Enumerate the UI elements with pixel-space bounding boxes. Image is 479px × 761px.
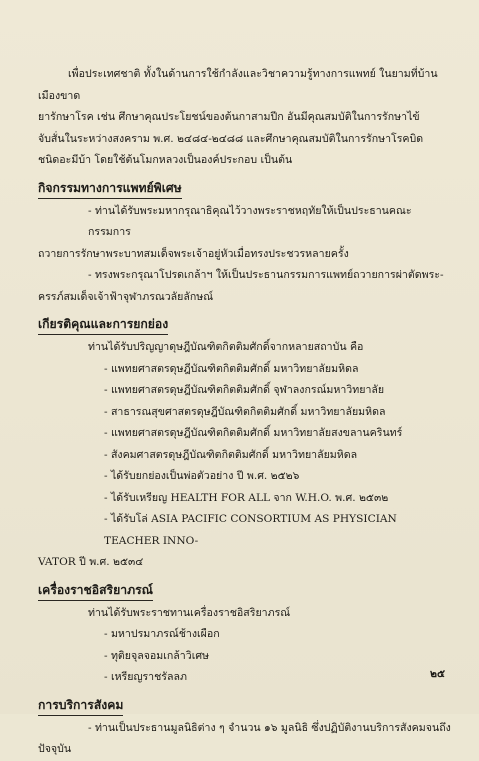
list-item: - แพทยศาสตรดุษฎีบัณฑิตกิตติมศักดิ์ มหาวิทยาลัยสงขลานครินทร์	[104, 427, 403, 439]
section-special-medical-activities	[38, 172, 454, 309]
list-item: - ทรงพระกรุณาโปรดเกล้าฯ ให้เป็นประธานกรรมการแพทย์ถวายการผ่าตัดพระ-	[88, 269, 444, 281]
list-item: - แพทยศาสตรดุษฎีบัณฑิตกิตติมศักดิ์ จุฬาลงกรณ์มหาวิทยาลัย	[104, 384, 385, 396]
list-item: - แพทยศาสตรดุษฎีบัณฑิตกิตติมศักดิ์ มหาวิทยาลัยมหิดล	[104, 362, 359, 375]
section-honors	[38, 308, 454, 574]
list-item-continuation: ปัจจุบัน	[38, 743, 72, 755]
list-item: - มหาปรมาภรณ์ช้างเผือก	[104, 628, 220, 640]
list-item: - ได้รับเหรียญ HEALTH FOR ALL จาก W.H.O. พ.ศ. ๒๕๓๒	[104, 491, 389, 504]
section-royal-decorations	[38, 574, 454, 689]
text-line: จับสั่นในระหว่างสงคราม พ.ศ. ๒๔๘๔-๒๔๘๘ และศึกษาคุณสมบัติในการรักษาโรคบิด	[38, 132, 424, 145]
text-line: เพื่อประเทศชาติ ทั้งในด้านการใช้กำลังและวิชาความรู้ทางการแพทย์ ในยามที่บ้านเมืองขาด	[38, 68, 438, 102]
list-item: - เหรียญราชรัลลภ	[104, 671, 187, 683]
list-item-continuation: VATOR ปี พ.ศ. ๒๕๓๔	[38, 556, 144, 568]
list-item: - ทุติยจุลจอมเกล้าวิเศษ	[104, 649, 210, 662]
section-lead: ท่านได้รับพระราชทานเครื่องราชอิสริยาภรณ์	[88, 606, 291, 619]
intro-paragraph	[38, 64, 454, 172]
page-content	[38, 64, 454, 761]
list-item-continuation: ถวายการรักษาพระบาทสมเด็จพระเจ้าอยู่หัวเมื่อทรงประชวรหลายครั้ง	[38, 247, 349, 260]
list-item: - สังคมศาสตรดุษฎีบัณฑิตกิตติมศักดิ์ มหาวิทยาลัยมหิดล	[104, 448, 358, 461]
text-line: ยารักษาโรค เช่น ศึกษาคุณประโยชน์ของต้นกาสามปีก อันมีคุณสมบัติในการรักษาไข้	[38, 111, 420, 123]
section-heading: เกียรติคุณและการยกย่อง	[38, 314, 168, 335]
section-heading: การบริการสังคม	[38, 695, 123, 716]
list-item: - ได้รับโล่ ASIA PACIFIC CONSORTIUM AS PHYSICIAN TEACHER INNO-	[104, 513, 397, 547]
section-social-service	[38, 689, 454, 761]
list-item: - ท่านได้รับพระมหากรุณาธิคุณไว้วางพระราชหฤทัยให้เป็นประธานคณะกรรมการ	[88, 204, 412, 238]
list-item: - สาธารณสุขศาสตรดุษฎีบัณฑิตกิตติมศักดิ์ มหาวิทยาลัยมหิดล	[104, 405, 386, 418]
page-number: ๒๕	[429, 668, 445, 680]
section-lead: ท่านได้รับปริญญาดุษฎีบัณฑิตกิตติมศักดิ์จากหลายสถาบัน คือ	[88, 341, 364, 353]
section-heading: เครื่องราชอิสริยาภรณ์	[38, 580, 153, 601]
list-item: - ได้รับยกย่องเป็นพ่อตัวอย่าง ปี พ.ศ. ๒๕๒๖	[104, 470, 300, 482]
list-item: - ท่านเป็นประธานมูลนิธิต่าง ๆ จำนวน ๑๖ มูลนิธิ ซึ่งปฏิบัติงานบริการสังคมจนถึง	[88, 721, 451, 734]
text-line: ชนิดอะมีบ้า โดยใช้ต้นโมกหลวงเป็นองค์ประกอบ เป็นต้น	[38, 154, 293, 166]
section-heading: กิจกรรมทางการแพทย์พิเศษ	[38, 178, 182, 199]
list-item-continuation: ครรภ์สมเด็จเจ้าฟ้าจุฬาภรณวลัยลักษณ์	[38, 290, 214, 303]
